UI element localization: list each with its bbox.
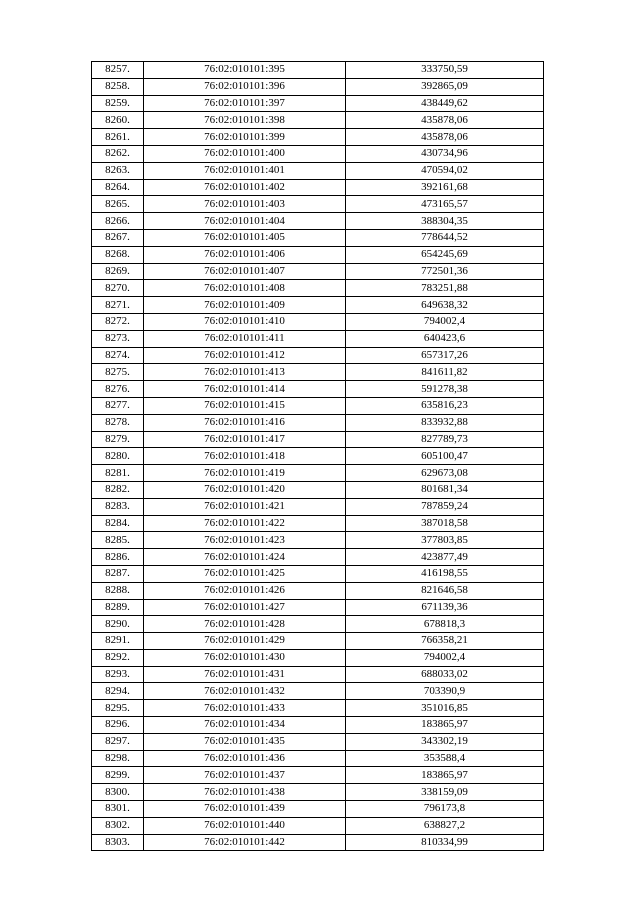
row-number-cell: 8294.: [92, 683, 144, 700]
row-number-cell: 8290.: [92, 616, 144, 633]
table-row: [92, 633, 544, 650]
row-number-cell: 8284.: [92, 515, 144, 532]
table-row: [92, 297, 544, 314]
value-cell: 787859,24: [346, 498, 544, 515]
cadastral-number-cell: 76:02:010101:438: [144, 784, 346, 801]
cadastral-value-table: [91, 61, 544, 851]
table-row: [92, 532, 544, 549]
value-cell: 377803,85: [346, 532, 544, 549]
row-number-cell: 8274.: [92, 347, 144, 364]
value-cell: 183865,97: [346, 767, 544, 784]
value-cell: 640423,6: [346, 330, 544, 347]
value-cell: 388304,35: [346, 213, 544, 230]
value-cell: 605100,47: [346, 448, 544, 465]
table-row: [92, 515, 544, 532]
row-number-cell: 8287.: [92, 565, 144, 582]
cadastral-number-cell: 76:02:010101:426: [144, 582, 346, 599]
table-row: [92, 62, 544, 79]
cadastral-number-cell: 76:02:010101:401: [144, 162, 346, 179]
table-row: [92, 431, 544, 448]
value-cell: 821646,58: [346, 582, 544, 599]
cadastral-number-cell: 76:02:010101:410: [144, 313, 346, 330]
table-row: [92, 582, 544, 599]
cadastral-number-cell: 76:02:010101:428: [144, 616, 346, 633]
value-cell: 629673,08: [346, 465, 544, 482]
value-cell: 416198,55: [346, 565, 544, 582]
value-cell: 794002,4: [346, 313, 544, 330]
row-number-cell: 8285.: [92, 532, 144, 549]
table-row: [92, 414, 544, 431]
cadastral-number-cell: 76:02:010101:406: [144, 246, 346, 263]
row-number-cell: 8301.: [92, 801, 144, 818]
table-row: [92, 246, 544, 263]
row-number-cell: 8263.: [92, 162, 144, 179]
table-row: [92, 616, 544, 633]
cadastral-number-cell: 76:02:010101:433: [144, 700, 346, 717]
value-cell: 678818,3: [346, 616, 544, 633]
row-number-cell: 8275.: [92, 364, 144, 381]
row-number-cell: 8303.: [92, 834, 144, 851]
row-number-cell: 8300.: [92, 784, 144, 801]
row-number-cell: 8258.: [92, 78, 144, 95]
value-cell: 430734,96: [346, 145, 544, 162]
cadastral-number-cell: 76:02:010101:440: [144, 817, 346, 834]
cadastral-number-cell: 76:02:010101:413: [144, 364, 346, 381]
value-cell: 796173,8: [346, 801, 544, 818]
value-cell: 635816,23: [346, 397, 544, 414]
row-number-cell: 8283.: [92, 498, 144, 515]
value-cell: 338159,09: [346, 784, 544, 801]
row-number-cell: 8260.: [92, 112, 144, 129]
table-row: [92, 817, 544, 834]
table-row: [92, 145, 544, 162]
value-cell: 435878,06: [346, 129, 544, 146]
cadastral-number-cell: 76:02:010101:405: [144, 229, 346, 246]
row-number-cell: 8261.: [92, 129, 144, 146]
cadastral-number-cell: 76:02:010101:396: [144, 78, 346, 95]
value-cell: 671139,36: [346, 599, 544, 616]
value-cell: 827789,73: [346, 431, 544, 448]
cadastral-number-cell: 76:02:010101:404: [144, 213, 346, 230]
row-number-cell: 8296.: [92, 717, 144, 734]
value-cell: 638827,2: [346, 817, 544, 834]
cadastral-number-cell: 76:02:010101:416: [144, 414, 346, 431]
table-row: [92, 448, 544, 465]
table-row: [92, 330, 544, 347]
value-cell: 392865,09: [346, 78, 544, 95]
cadastral-number-cell: 76:02:010101:408: [144, 280, 346, 297]
row-number-cell: 8288.: [92, 582, 144, 599]
value-cell: 801681,34: [346, 481, 544, 498]
row-number-cell: 8270.: [92, 280, 144, 297]
cadastral-number-cell: 76:02:010101:425: [144, 565, 346, 582]
table-row: [92, 397, 544, 414]
row-number-cell: 8262.: [92, 145, 144, 162]
table-row: [92, 750, 544, 767]
table-row: [92, 784, 544, 801]
cadastral-number-cell: 76:02:010101:395: [144, 62, 346, 79]
row-number-cell: 8259.: [92, 95, 144, 112]
value-cell: 654245,69: [346, 246, 544, 263]
table-row: [92, 364, 544, 381]
cadastral-number-cell: 76:02:010101:415: [144, 397, 346, 414]
cadastral-number-cell: 76:02:010101:434: [144, 717, 346, 734]
row-number-cell: 8268.: [92, 246, 144, 263]
table-row: [92, 481, 544, 498]
cadastral-number-cell: 76:02:010101:432: [144, 683, 346, 700]
cadastral-number-cell: 76:02:010101:421: [144, 498, 346, 515]
row-number-cell: 8293.: [92, 666, 144, 683]
cadastral-number-cell: 76:02:010101:442: [144, 834, 346, 851]
table-body: [92, 62, 544, 851]
table-row: [92, 683, 544, 700]
table-row: [92, 498, 544, 515]
row-number-cell: 8269.: [92, 263, 144, 280]
table-row: [92, 78, 544, 95]
value-cell: 473165,57: [346, 196, 544, 213]
row-number-cell: 8277.: [92, 397, 144, 414]
value-cell: 783251,88: [346, 280, 544, 297]
table-row: [92, 280, 544, 297]
table-row: [92, 112, 544, 129]
table-row: [92, 767, 544, 784]
row-number-cell: 8257.: [92, 62, 144, 79]
row-number-cell: 8278.: [92, 414, 144, 431]
cadastral-number-cell: 76:02:010101:439: [144, 801, 346, 818]
value-cell: 703390,9: [346, 683, 544, 700]
table-row: [92, 834, 544, 851]
cadastral-number-cell: 76:02:010101:427: [144, 599, 346, 616]
table-row: [92, 229, 544, 246]
cadastral-number-cell: 76:02:010101:431: [144, 666, 346, 683]
value-cell: 841611,82: [346, 364, 544, 381]
row-number-cell: 8299.: [92, 767, 144, 784]
cadastral-number-cell: 76:02:010101:437: [144, 767, 346, 784]
row-number-cell: 8279.: [92, 431, 144, 448]
table-row: [92, 313, 544, 330]
value-cell: 778644,52: [346, 229, 544, 246]
table-row: [92, 465, 544, 482]
table-row: [92, 565, 544, 582]
cadastral-number-cell: 76:02:010101:397: [144, 95, 346, 112]
cadastral-number-cell: 76:02:010101:411: [144, 330, 346, 347]
table-row: [92, 196, 544, 213]
cadastral-number-cell: 76:02:010101:430: [144, 649, 346, 666]
value-cell: 353588,4: [346, 750, 544, 767]
row-number-cell: 8266.: [92, 213, 144, 230]
table-row: [92, 95, 544, 112]
row-number-cell: 8267.: [92, 229, 144, 246]
row-number-cell: 8273.: [92, 330, 144, 347]
table-row: [92, 717, 544, 734]
row-number-cell: 8302.: [92, 817, 144, 834]
value-cell: 688033,02: [346, 666, 544, 683]
row-number-cell: 8298.: [92, 750, 144, 767]
cadastral-number-cell: 76:02:010101:407: [144, 263, 346, 280]
value-cell: 794002,4: [346, 649, 544, 666]
table-row: [92, 666, 544, 683]
cadastral-number-cell: 76:02:010101:402: [144, 179, 346, 196]
value-cell: 657317,26: [346, 347, 544, 364]
table-row: [92, 129, 544, 146]
value-cell: 438449,62: [346, 95, 544, 112]
row-number-cell: 8295.: [92, 700, 144, 717]
cadastral-number-cell: 76:02:010101:420: [144, 481, 346, 498]
cadastral-number-cell: 76:02:010101:412: [144, 347, 346, 364]
value-cell: 423877,49: [346, 549, 544, 566]
cadastral-number-cell: 76:02:010101:409: [144, 297, 346, 314]
value-cell: 772501,36: [346, 263, 544, 280]
row-number-cell: 8282.: [92, 481, 144, 498]
cadastral-number-cell: 76:02:010101:429: [144, 633, 346, 650]
table-row: [92, 263, 544, 280]
cadastral-number-cell: 76:02:010101:403: [144, 196, 346, 213]
value-cell: 810334,99: [346, 834, 544, 851]
cadastral-number-cell: 76:02:010101:400: [144, 145, 346, 162]
table-row: [92, 162, 544, 179]
row-number-cell: 8272.: [92, 313, 144, 330]
table-row: [92, 381, 544, 398]
table-row: [92, 649, 544, 666]
row-number-cell: 8264.: [92, 179, 144, 196]
value-cell: 343302,19: [346, 733, 544, 750]
row-number-cell: 8276.: [92, 381, 144, 398]
row-number-cell: 8292.: [92, 649, 144, 666]
value-cell: 183865,97: [346, 717, 544, 734]
cadastral-number-cell: 76:02:010101:417: [144, 431, 346, 448]
value-cell: 649638,32: [346, 297, 544, 314]
value-cell: 333750,59: [346, 62, 544, 79]
table-row: [92, 700, 544, 717]
cadastral-number-cell: 76:02:010101:399: [144, 129, 346, 146]
cadastral-number-cell: 76:02:010101:436: [144, 750, 346, 767]
value-cell: 392161,68: [346, 179, 544, 196]
value-cell: 435878,06: [346, 112, 544, 129]
table-row: [92, 801, 544, 818]
cadastral-number-cell: 76:02:010101:414: [144, 381, 346, 398]
row-number-cell: 8297.: [92, 733, 144, 750]
cadastral-number-cell: 76:02:010101:423: [144, 532, 346, 549]
row-number-cell: 8286.: [92, 549, 144, 566]
value-cell: 470594,02: [346, 162, 544, 179]
table-row: [92, 179, 544, 196]
table-row: [92, 733, 544, 750]
table-row: [92, 347, 544, 364]
row-number-cell: 8289.: [92, 599, 144, 616]
table-row: [92, 599, 544, 616]
value-cell: 591278,38: [346, 381, 544, 398]
cadastral-number-cell: 76:02:010101:418: [144, 448, 346, 465]
cadastral-number-cell: 76:02:010101:419: [144, 465, 346, 482]
value-cell: 766358,21: [346, 633, 544, 650]
table-row: [92, 549, 544, 566]
value-cell: 351016,85: [346, 700, 544, 717]
table-row: [92, 213, 544, 230]
row-number-cell: 8265.: [92, 196, 144, 213]
row-number-cell: 8271.: [92, 297, 144, 314]
row-number-cell: 8280.: [92, 448, 144, 465]
cadastral-number-cell: 76:02:010101:424: [144, 549, 346, 566]
cadastral-number-cell: 76:02:010101:435: [144, 733, 346, 750]
value-cell: 833932,88: [346, 414, 544, 431]
cadastral-number-cell: 76:02:010101:422: [144, 515, 346, 532]
cadastral-number-cell: 76:02:010101:398: [144, 112, 346, 129]
value-cell: 387018,58: [346, 515, 544, 532]
row-number-cell: 8291.: [92, 633, 144, 650]
row-number-cell: 8281.: [92, 465, 144, 482]
